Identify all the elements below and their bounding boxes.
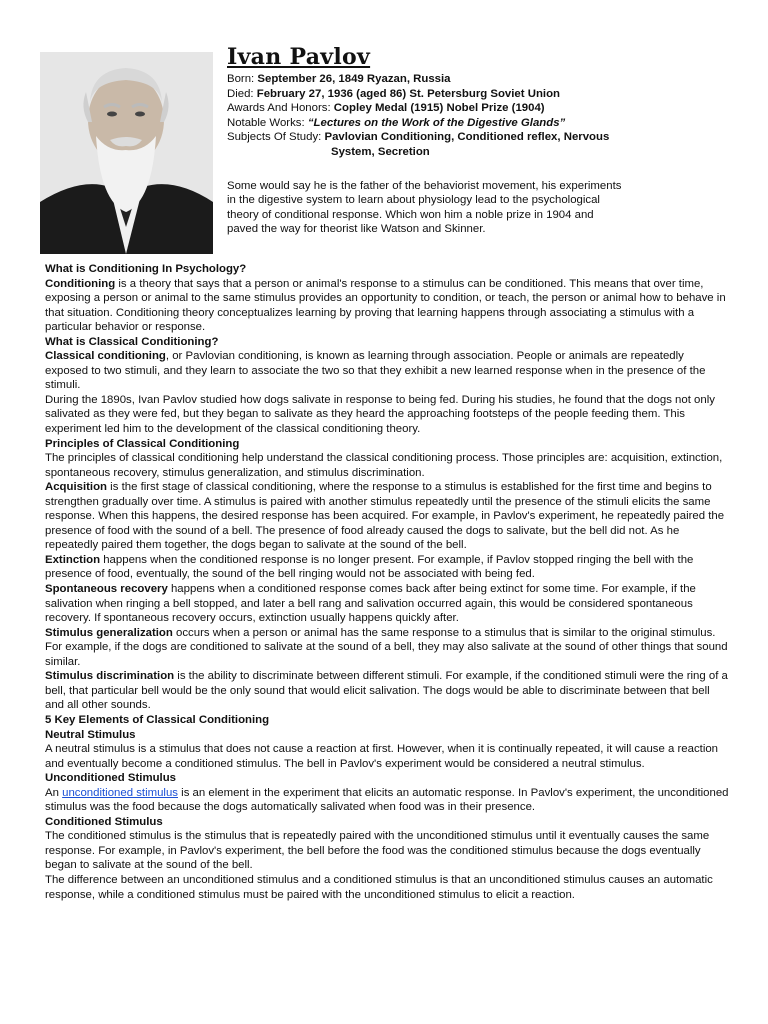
article-body	[45, 262, 730, 902]
paragraph-discrimination: Stimulus discrimination is the ability to discriminate between different stimuli. For example, if the conditioned stimuli were the ring of a bell, that particular bell would be the only sound that would elicit salivation. The dogs would be able to discriminate between that bell and all other sounds.	[45, 670, 728, 712]
subjects-fact: Subjects Of Study: Pavlovian Conditioning, Conditioned reflex, Nervous System, Secretion	[227, 131, 610, 158]
paragraph-generalization: Stimulus generalization occurs when a person or animal has the same response to a stimulus that is similar to the original stimulus. For example, if the dogs are conditioned to salivate at the sound of a bell, they may also salivate at the sound of other things that sound similar.	[45, 626, 728, 668]
paragraph-acquisition: Acquisition is the first stage of classical conditioning, where the response to a stimulus is established for the first time and begins to strengthen gradually over time. A stimulus is paired with another stimulus repeatedly until the presence of the stimuli elicits the same response. When this happens, the desired response has been acquired. For example, in Pavlov's experiment, he repeatedly paired the presence of food with the sound of a bell. The presence of food already caused the dogs to salivate, but the bell did not. As he repeatedly paired them together, the dogs began to salivate at the sound of the bell.	[45, 481, 725, 552]
heading-what-is-conditioning: What is Conditioning In Psychology?	[45, 263, 247, 275]
works-fact: Notable Works: “Lectures on the Work of the Digestive Glands”	[227, 116, 566, 129]
heading-neutral-stimulus: Neutral Stimulus	[45, 728, 136, 741]
person-name: Ivan Pavlov	[227, 44, 371, 70]
paragraph-spontaneous-recovery: Spontaneous recovery happens when a conditioned response comes back after being extinct for some time. For example, if the salivation when ringing a bell stopped, and later a bell rang and salivation occurred again, this would be considered spontaneous recovery. If spontaneous recovery occurs, extinction usually happens quickly after.	[45, 583, 696, 625]
heading-unconditioned-stimulus: Unconditioned Stimulus	[45, 772, 176, 785]
pavlov-portrait-image	[40, 52, 213, 254]
paragraph-conditioned: The conditioned stimulus is the stimulus that is repeatedly paired with the unconditioned stimulus until it eventually causes the same response. For example, in Pavlov's experiment, the bell before the food was the conditioned stimulus because the dogs eventually began to salivate at the sound of the bell.	[45, 830, 710, 872]
paragraph-neutral: A neutral stimulus is a stimulus that does not cause a reaction at first. However, when it is continually repeated, it will cause a reaction and eventually become a conditioned stimulus. The bell in Pavlov's experiment would be considered a neutral stimulus.	[45, 743, 719, 770]
heading-principles: Principles of Classical Conditioning	[45, 437, 240, 450]
paragraph-classical: Classical conditioning, or Pavlovian conditioning, is known as learning through association. People or animals are repeatedly exposed to two stimuli, and they learn to associate the two so that they exhibit a new learned response when in the presence of the stimuli.	[45, 350, 706, 392]
portrait-photo	[40, 52, 213, 254]
paragraph-history: During the 1890s, Ivan Pavlov studied how dogs salivate in response to being fed. During his studies, he found that the dogs not only salivated as they were fed, but they began to salivate as they heard the approaching footsteps of the people feeding them. This experiment led him to the development of the classical conditioning theory.	[45, 393, 715, 436]
unconditioned-stimulus-link[interactable]: unconditioned stimulus	[62, 786, 178, 799]
paragraph-difference: The difference between an unconditioned stimulus and a conditioned stimulus is that an unconditioned stimulus causes an automatic response, while a conditioned stimulus must be paired with the unconditioned stimulus to elicit a reaction.	[45, 873, 713, 901]
intro-paragraph: Some would say he is the father of the behaviorist movement, his experiments in the digestive system to learn about physiology lead to the psychological theory of conditional response. Which won him a noble prize in 1904 and paved the way for theorist like Watson and Skinner.	[227, 179, 622, 236]
born-fact: Born: September 26, 1849 Ryazan, Russia	[227, 73, 451, 85]
paragraph-unconditioned: An unconditioned stimulus is an element in the experiment that elicits an automatic response. In Pavlov's experiment, the unconditioned stimulus was the food because the dogs automatically salivated when food was in their presence.	[45, 786, 729, 814]
died-fact: Died: February 27, 1936 (aged 86) St. Petersburg Soviet Union	[227, 87, 560, 100]
heading-conditioned-stimulus: Conditioned Stimulus	[45, 815, 163, 828]
paragraph-conditioning: Conditioning is a theory that says that a person or animal's response to a stimulus can be conditioned. This means that over time, exposing a person or animal to the same stimulus provides an opportunity to condition, or teach, the person or animal how to behave in that situation. Conditioning theory conceptualizes learning by proving that learning happens through associating a stimulus with a particular behavior or response.	[45, 277, 726, 334]
biography-header	[227, 44, 737, 237]
paragraph-extinction: Extinction happens when the conditioned response is no longer present. For example, if Pavlov stopped ringing the bell with the presence of food, eventually, the sound of the bell ringing would not be associated with being fed.	[45, 553, 694, 581]
heading-key-elements: 5 Key Elements of Classical Conditioning	[45, 713, 270, 726]
awards-fact: Awards And Honors: Copley Medal (1915) Nobel Prize (1904)	[227, 102, 545, 115]
heading-what-is-classical: What is Classical Conditioning?	[45, 335, 219, 348]
paragraph-principles: The principles of classical conditioning help understand the classical conditioning process. Those principles are: acquisition, extinction, spontaneous recovery, stimulus generalization, and stimulus discrimination.	[45, 452, 723, 479]
